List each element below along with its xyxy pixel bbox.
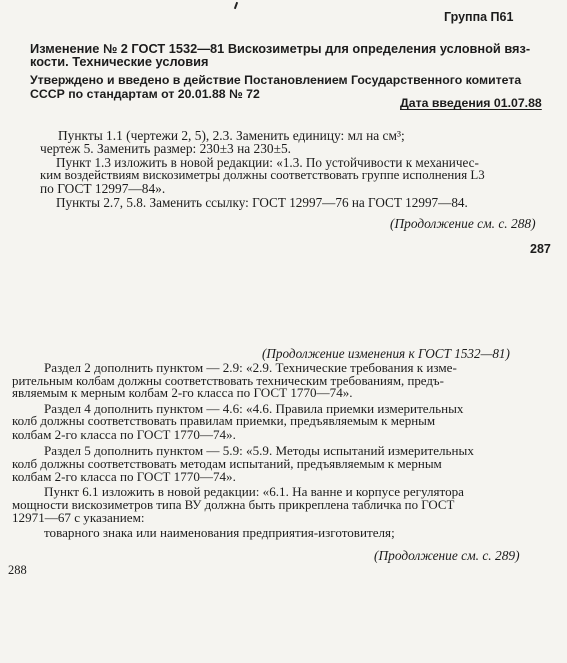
body-line: мощности вискозиметров типа ВУ должна быть прикреплена табличка по ГОСТ — [12, 498, 455, 512]
body-line: колб должны соответствовать методам испытаний, предъявляемым к мерным — [12, 456, 442, 471]
amendment-title-line-2: кости. Технические условия — [30, 54, 209, 69]
page-number: 288 — [8, 563, 27, 577]
body-line: являемым к мерным колбам 2-го класса по ГОСТ 1770—74». — [12, 385, 353, 400]
body-line: колб должны соответствовать правилам приемки, предъявляемым к мерным — [12, 413, 436, 428]
body-line: Раздел 5 дополнить пунктом — 5.9: «5.9. Методы испытаний измерительных — [44, 443, 474, 458]
body-line: колбам 2-го класса по ГОСТ 1770—74». — [12, 427, 236, 442]
body-line: Раздел 4 дополнить пунктом — 4.6: «4.6. Правила приемки измерительных — [44, 401, 464, 416]
body-line: Пункт 6.1 изложить в новой редакции: «6.1. На ванне и корпусе регулятора — [44, 484, 464, 499]
body-line: рительным колбам должны соответствовать техническим требованиям, предъ- — [12, 374, 444, 388]
continuation-header: (Продолжение изменения к ГОСТ 1532—81) — [262, 346, 510, 361]
body-line: чертеж 5. Заменить размер: 230±3 на 230±5. — [40, 141, 292, 156]
approval-line-2: СССР по стандартам от 20.01.88 № 72 — [30, 87, 260, 101]
continuation-note: (Продолжение см. с. 289) — [374, 548, 520, 563]
scan-speck — [234, 2, 238, 9]
body-line: ким воздействиям вискозиметры должны соответствовать группе исполнения L3 — [40, 168, 485, 182]
body-line: Пункт 1.3 изложить в новой редакции: «1.3. По устойчивости к механичес- — [56, 155, 479, 170]
body-line: колбам 2-го класса по ГОСТ 1770—74». — [12, 469, 236, 484]
body-line: 12971—67 с указанием: — [12, 510, 145, 525]
body-line: Раздел 2 дополнить пунктом — 2.9: «2.9. Технические требования к изме- — [44, 360, 457, 375]
body-line: Пункты 2.7, 5.8. Заменить ссылку: ГОСТ 12997—76 на ГОСТ 12997—84. — [56, 195, 468, 210]
approval-line-1: Утверждено и введено в действие Постановлением Государственного комитета — [30, 73, 522, 87]
effective-date: Дата введения 01.07.88 — [400, 96, 542, 110]
body-line: Пункты 1.1 (чертежи 2, 5), 2.3. Заменить единицу: мл на см³; — [58, 128, 405, 143]
continuation-note: (Продолжение см. с. 288) — [390, 216, 536, 231]
page-number: 287 — [530, 242, 551, 256]
body-line: по ГОСТ 12997—84». — [40, 181, 166, 196]
group-label: Группа П61 — [444, 10, 514, 24]
body-line: товарного знака или наименования предприятия-изготовителя; — [44, 525, 395, 540]
amendment-title-line-1: Изменение № 2 ГОСТ 1532—81 Вискозиметры для определения условной вяз- — [30, 41, 531, 56]
